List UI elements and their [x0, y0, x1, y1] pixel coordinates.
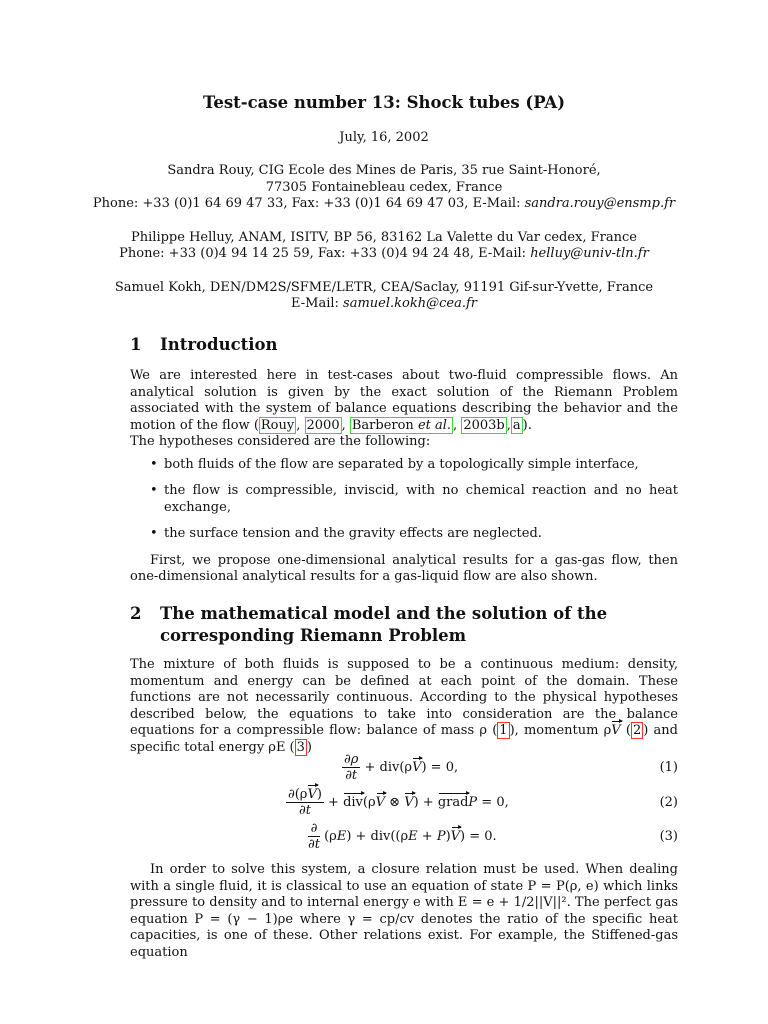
closure-paragraph	[130, 862, 678, 961]
equation-label: (3)	[659, 829, 678, 844]
paragraph-text: )	[306, 739, 312, 755]
author-affiliation: Philippe Helluy, ANAM, ISITV, BP 56, 83162 La Valette du Var cedex, France	[131, 229, 637, 245]
paper-title: Test-case number 13: Shock tubes (PA)	[202, 93, 566, 112]
equation-2	[130, 787, 678, 821]
author-block-helluy	[0, 230, 768, 263]
paragraph: First, we propose one-dimensional analytical results for a gas-gas flow, then one-dimensional analytical results for a gas-liquid flow are also shown.	[130, 552, 678, 584]
equation-ref-link-2[interactable]: 2	[632, 723, 642, 738]
equation-3	[130, 821, 678, 855]
citation-etal: et al.	[417, 417, 452, 433]
citation-link-barberon[interactable]	[350, 417, 453, 434]
list-item-text: the surface tension and the gravity effects are neglected.	[164, 526, 542, 541]
fraction: $\frac{\partial\rho}{\partial t}$	[344, 752, 359, 783]
bullet-icon: •	[150, 456, 158, 472]
equation-ref-link-3[interactable]: 3	[296, 739, 305, 755]
author-block-rouy	[0, 163, 768, 213]
author-email-link[interactable]: helluy@univ-tln.fr	[530, 246, 649, 261]
author-contact	[0, 196, 768, 213]
citation-link-a[interactable]: a	[512, 417, 521, 433]
list-item	[130, 483, 678, 516]
equation-1	[130, 752, 678, 786]
paragraph: In order to solve this system, a closure relation must be used. When dealing with a single fluid, it is classical to use an equation of state P = P(ρ, e) which links pressure to density and to internal energy e with E = e + 1/2||V||². The perfect gas equation P = (γ − 1)ρe where γ = cp/cv denotes the ratio of the specific heat capacities, is one of these. Other relations exist. For example, the Stiffened-gas equation	[130, 862, 678, 960]
equation-expression: $\frac{\partial\rho}{\partial t}$ + div(ρV) = 0,	[344, 752, 459, 783]
section-heading-introduction	[130, 337, 278, 354]
author-email-link[interactable]: samuel.kokh@cea.fr	[343, 296, 477, 311]
section-heading-model	[130, 603, 678, 647]
paragraph	[130, 657, 678, 756]
author-email-label: E-Mail:	[291, 296, 344, 311]
bullet-icon: •	[150, 483, 158, 498]
citation-separator: ,	[296, 417, 305, 433]
equation-expression: $\frac{\partial(\rho V)}{\partial t}$ + div(ρV ⊗ V) + gradP = 0,	[288, 787, 509, 818]
author-list	[0, 163, 768, 330]
model-body	[130, 657, 678, 756]
author-email-link[interactable]: sandra.rouy@ensmp.fr	[524, 196, 676, 211]
paragraph-text: ).	[522, 417, 532, 433]
paragraph-text: We are interested here in test-cases about two-fluid compressible flows. An analytical solution is given by the exact solution of the Riemann Problem associated with the system of balance equations describing the behavior and the motion of the flow (	[130, 368, 678, 433]
paragraph-text: The mixture of both fluids is supposed to be a continuous medium: density, momentum and energy can be defined at each point of the domain. These functions are not necessarily continuous. According to the physical hypotheses described below, the equations to take into consideration are the balance equations for a compressible flow: balance of mass ρ (	[130, 657, 678, 738]
section-title: Introduction	[160, 335, 278, 354]
author-affiliation: Sandra Rouy, CIG Ecole des Mines de Paris, 35 rue Saint-Honoré,	[167, 163, 601, 178]
paragraph-text: (	[620, 723, 631, 738]
equation-ref-link-1[interactable]: 1	[499, 723, 508, 738]
equation-label: (1)	[659, 760, 678, 775]
list-item	[130, 457, 678, 474]
citation-link-2003b[interactable]: 2003b	[463, 417, 505, 433]
author-contact	[0, 296, 768, 313]
paragraph	[130, 368, 678, 451]
author-phone: Phone: +33 (0)4 94 14 25 59, Fax: +33 (0)4 94 24 48, E-Mail:	[119, 246, 531, 261]
introduction-body	[130, 368, 678, 586]
paper-date: July, 16, 2002	[339, 130, 429, 145]
citation-separator: ,	[506, 417, 511, 433]
citation-link-2000[interactable]: 2000	[306, 417, 340, 433]
hypotheses-list	[130, 457, 678, 543]
paragraph-text: ) and specific total energy ρE (	[130, 723, 678, 755]
bullet-icon: •	[150, 526, 158, 541]
author-address: 77305 Fontainebleau cedex, France	[265, 179, 503, 195]
citation-author: Barberon	[351, 417, 414, 433]
list-item	[130, 526, 678, 543]
section-number: 2	[130, 604, 142, 623]
section-title: The mathematical model and the solution of the corresponding Riemann Problem	[160, 604, 608, 645]
author-phone: Phone: +33 (0)1 64 69 47 33, Fax: +33 (0)1 64 69 47 03, E-Mail:	[92, 196, 525, 211]
author-block-kokh	[0, 280, 768, 313]
equation-expression: $\frac{\partial}{\partial t}$ (ρE) + div((ρE + P)V) = 0.	[308, 821, 497, 852]
author-affiliation: Samuel Kokh, DEN/DM2S/SFME/LETR, CEA/Saclay, 91191 Gif-sur-Yvette, France	[114, 279, 654, 295]
citation-separator: ,	[453, 417, 462, 433]
vector-symbol: V	[611, 723, 621, 738]
equation-label: (2)	[659, 795, 678, 810]
list-item-text: both fluids of the flow are separated by a topologically simple interface,	[164, 456, 639, 472]
list-item-text: the flow is compressible, inviscid, with no chemical reaction and no heat exchange,	[164, 483, 678, 515]
author-contact	[0, 246, 768, 263]
section-number: 1	[130, 335, 142, 354]
paragraph-text: The hypotheses considered are the following:	[130, 434, 431, 449]
citation-separator: ,	[341, 417, 350, 433]
paragraph-text: ), momentum ρ	[509, 723, 612, 738]
fraction: $\frac{\partial(\rho V)}{\partial t}$	[288, 787, 322, 818]
citation-link-rouy[interactable]: Rouy	[260, 417, 295, 433]
fraction: $\frac{\partial}{\partial t}$	[308, 821, 320, 852]
